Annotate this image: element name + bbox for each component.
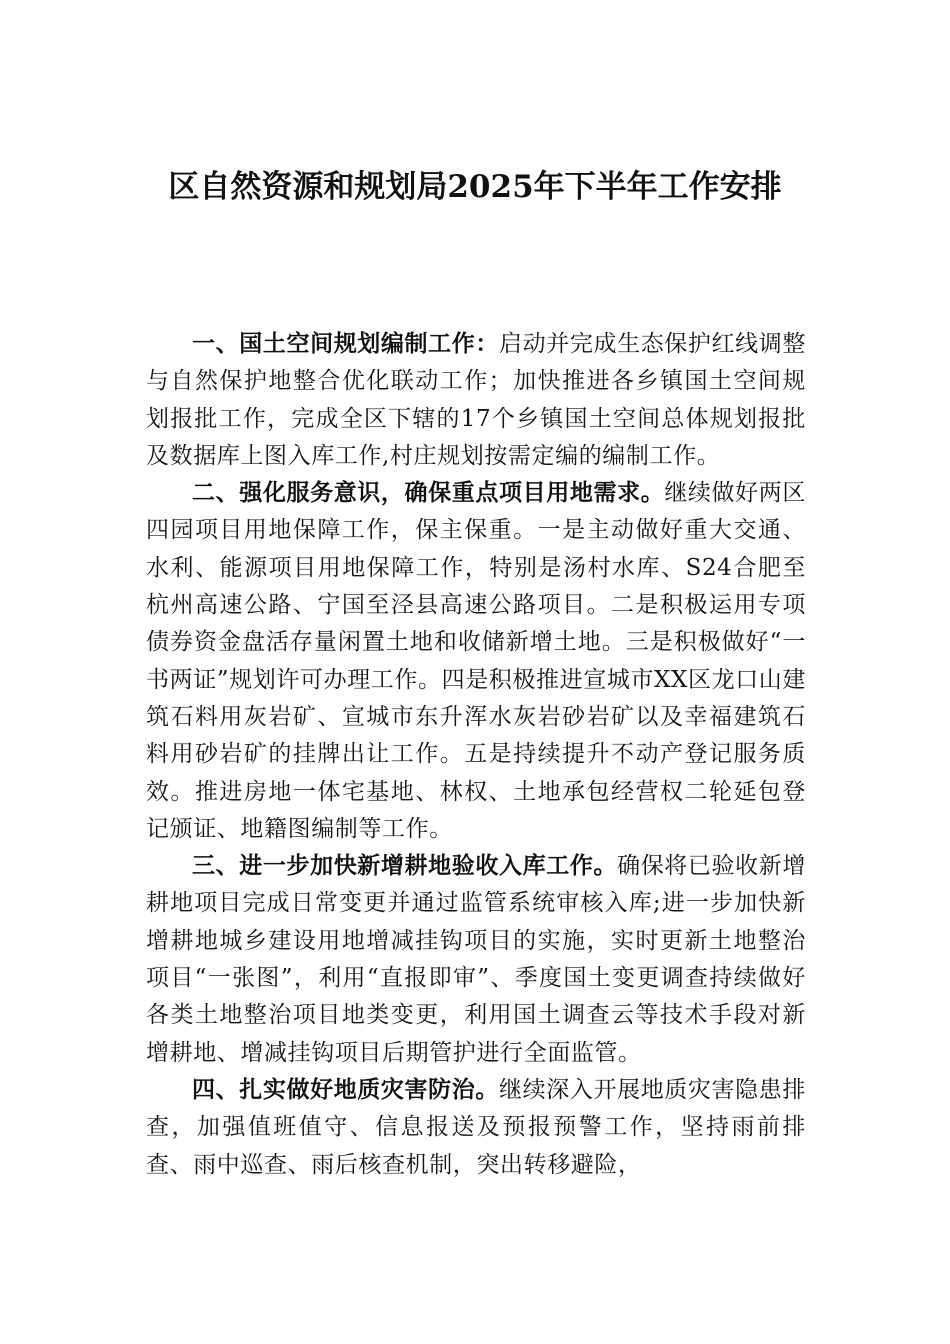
document-body (146, 326, 806, 1184)
section-1-heading: 一、国土空间规划编制工作： (192, 331, 499, 357)
section-2-paragraph (146, 475, 806, 848)
section-4-paragraph (146, 1072, 806, 1184)
section-3-paragraph (146, 848, 806, 1072)
section-3-heading: 三、进一步加快新增耕地验收入库工作。 (192, 853, 618, 880)
section-1-paragraph (146, 326, 806, 475)
section-2-heading: 二、强化服务意识，确保重点项目用地需求。 (192, 480, 665, 507)
section-2-text: 继续做好两区四园项目用地保障工作，保主保重。一是主动做好重大交通、水利、能源项目用地保障工作，特别是汤村水库、S24合肥至杭州高速公路、宁国至泾县高速公路项目。二是积极运用专项债券资金盘活存量闲置土地和收储新增土地。三是积极做好“一书两证”规划许可办理工作。四是积极推进宣城市XX区龙口山建筑石料用灰岩矿、宣城市东升浑水灰岩砂岩矿以及幸福建筑石料用砂岩矿的挂牌出让工作。五是持续提升不动产登记服务质效。推进房地一体宅基地、林权、土地承包经营权二轮延包登记颁证、地籍图编制等工作。 (146, 480, 806, 842)
section-4-text: 继续深入开展地质灾害隐患排查，加强值班值守、信息报送及预报预警工作，坚持雨前排查、雨中巡查、雨后核查机制，突出转移避险， (146, 1076, 806, 1178)
section-1-text: 启动并完成生态保护红线调整与自然保护地整合优化联动工作；加快推进各乡镇国土空间规划报批工作，完成全区下辖的17个乡镇国土空间总体规划报批及数据库上图入库工作,村庄规划按需定编的编制工作。 (146, 331, 806, 469)
document-title: 区自然资源和规划局2025年下半年工作安排 (168, 169, 782, 205)
section-4-heading: 四、扎实做好地质灾害防治。 (192, 1076, 499, 1103)
section-3-text: 确保将已验收新增耕地项目完成日常变更并通过监管系统审核入库;进一步加快新增耕地城乡建设用地增减挂钩项目的实施，实时更新土地整治项目“一张图”，利用“直报即审”、季度国土变更调查持续做好各类土地整治项目地类变更，利用国土调查云等技术手段对新增耕地、增减挂钩项目后期管护进行全面监管。 (146, 853, 806, 1066)
